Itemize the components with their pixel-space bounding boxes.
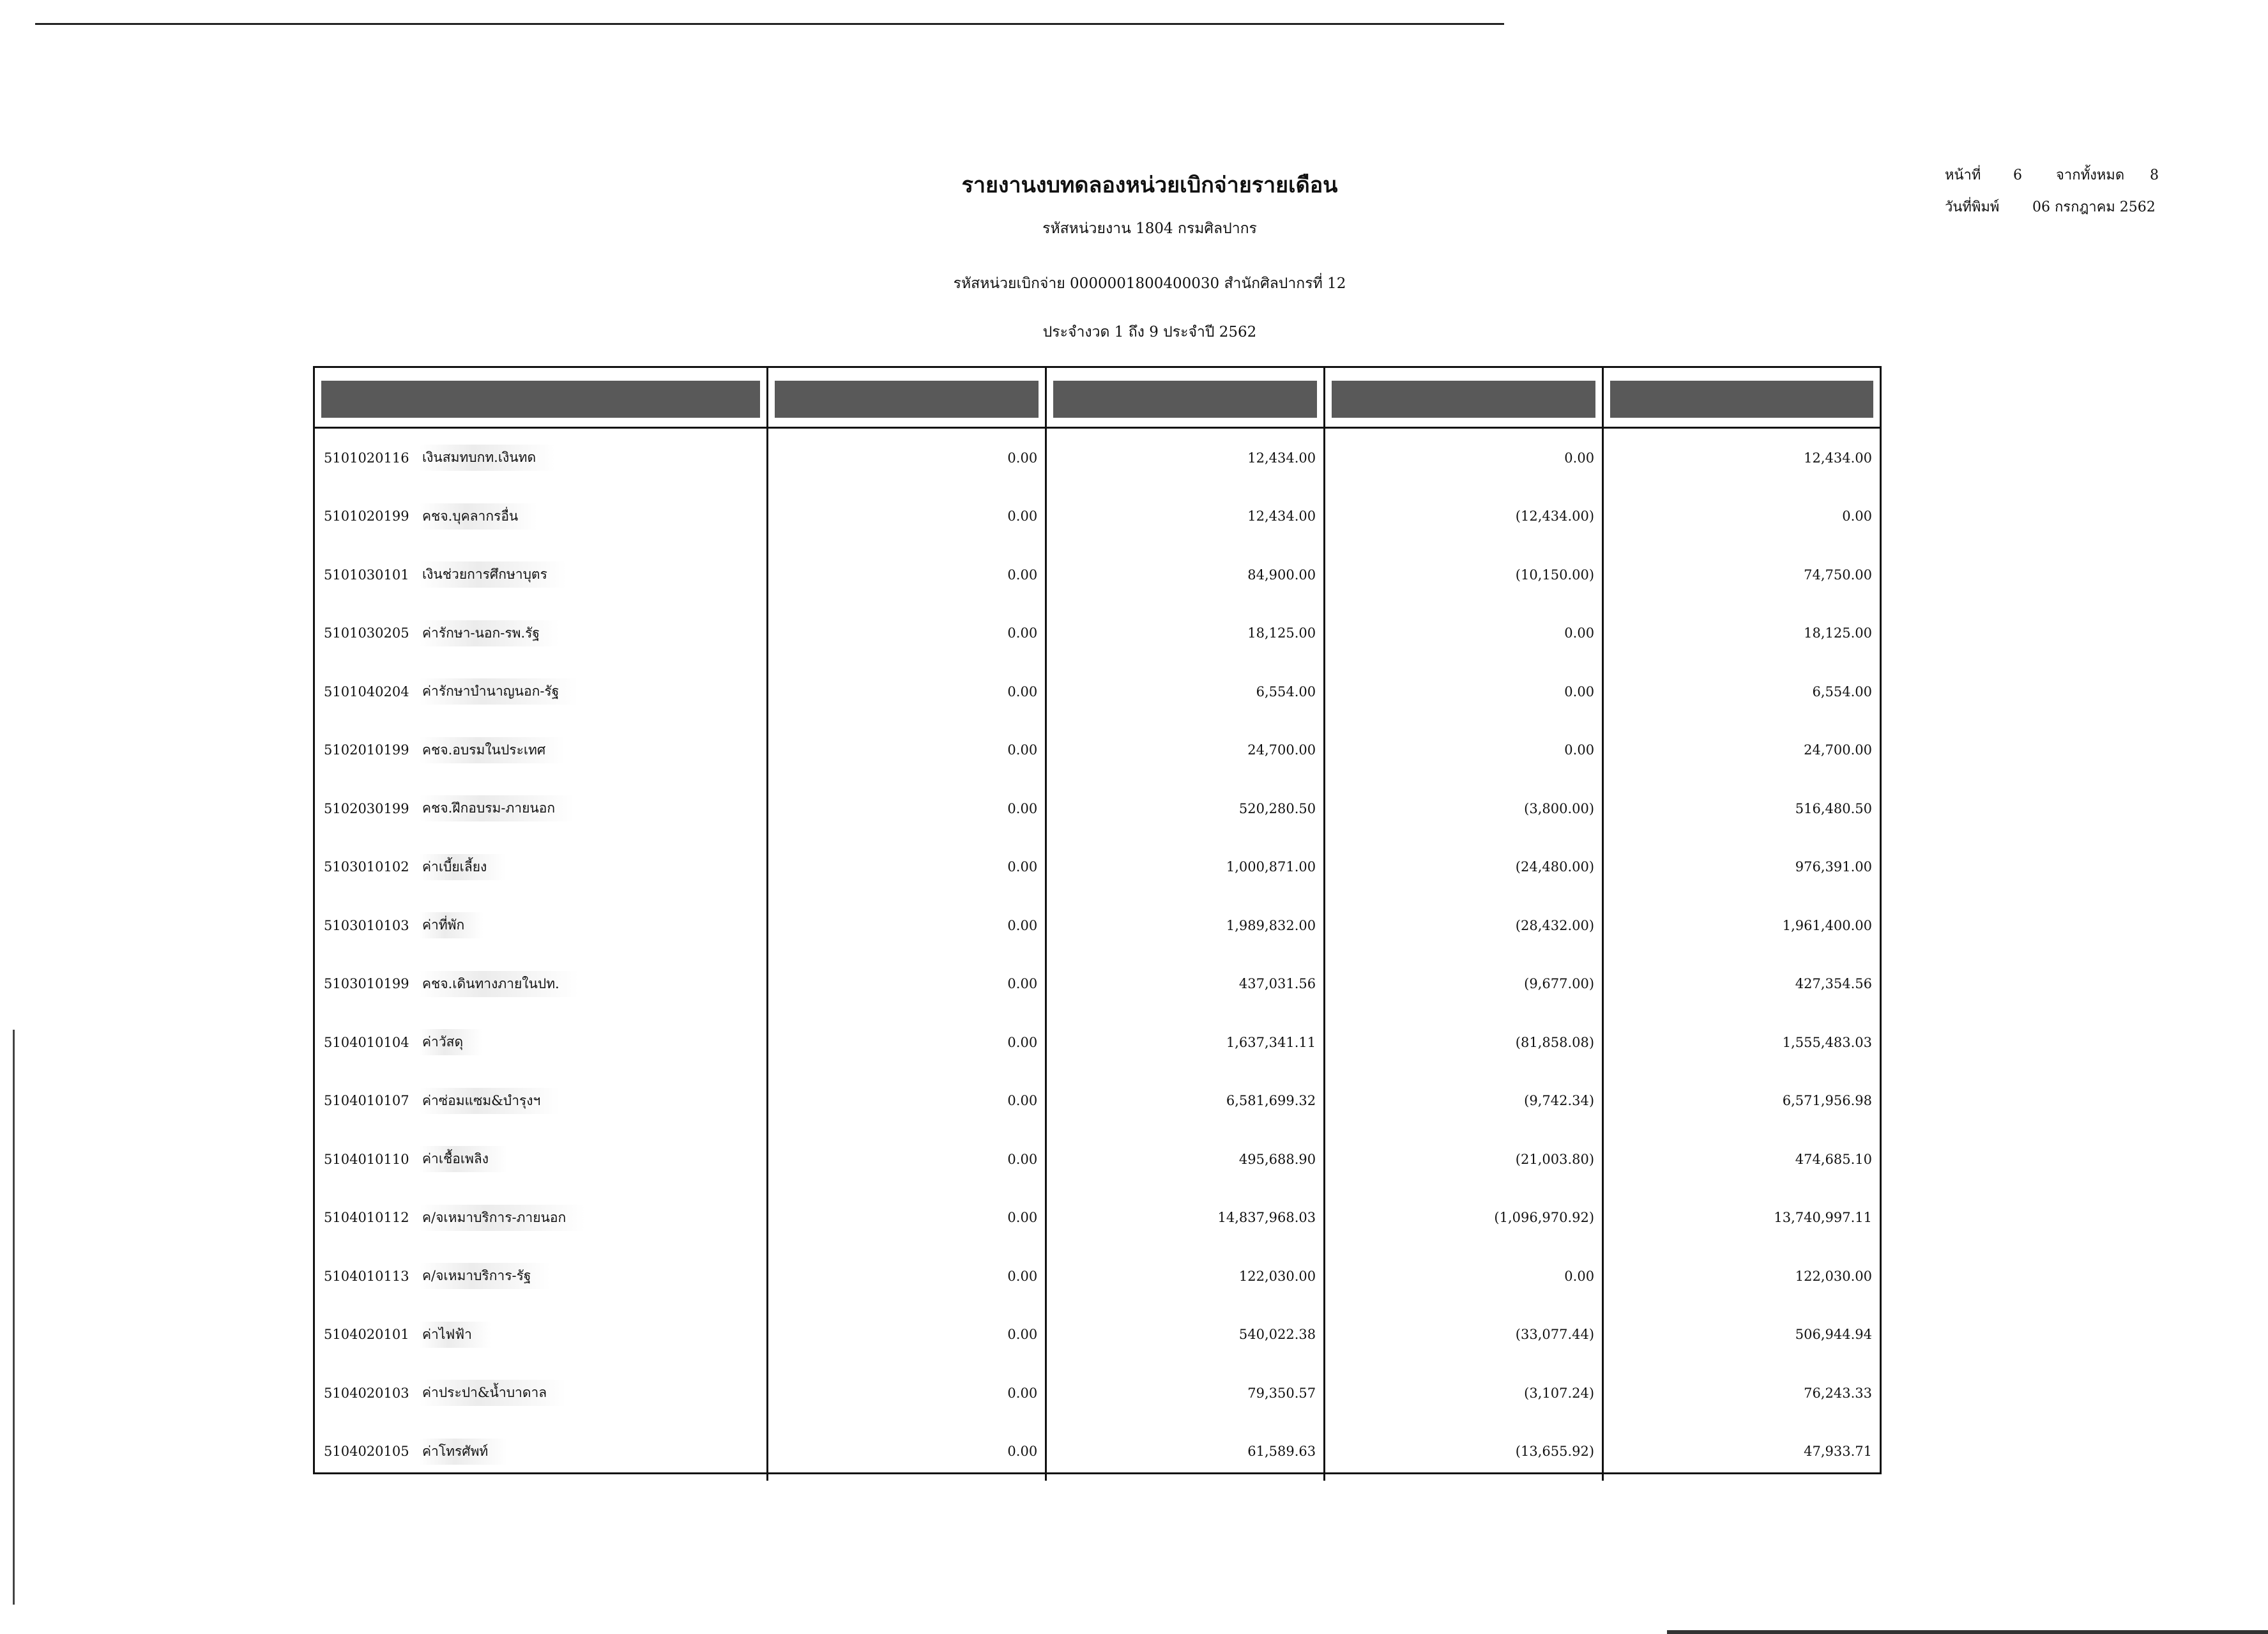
table-row bbox=[315, 896, 1880, 955]
account-name: เงินสมทบกท.เงินทด bbox=[420, 445, 555, 471]
amount-cell-2: 0.00 bbox=[768, 1072, 1047, 1131]
amount-cell-5: 0.00 bbox=[1842, 508, 1872, 524]
account-code: 5101040204 bbox=[324, 683, 409, 699]
table-header bbox=[315, 368, 1880, 429]
header-cell-3 bbox=[1047, 368, 1325, 427]
account-name: ค/จเหมาบริการ-ภายนอก bbox=[420, 1205, 585, 1231]
table-row bbox=[315, 1013, 1880, 1072]
account-name: คชจ.บุคลากรอื่น bbox=[420, 503, 537, 530]
account-name: เงินช่วยการศึกษาบุตร bbox=[420, 561, 567, 588]
account-name: คชจ.เดินทางภายในปท. bbox=[420, 971, 579, 997]
account-cell bbox=[315, 429, 768, 487]
account-name: คชจ.อบรมในประเทศ bbox=[420, 737, 565, 763]
amount-cell-5: 1,961,400.00 bbox=[1782, 917, 1872, 933]
page-label: หน้าที่ bbox=[1945, 167, 1981, 183]
amount-cell-2: 0.00 bbox=[768, 1013, 1047, 1072]
amount-cell-2: 0.00 bbox=[768, 487, 1047, 546]
amount-cell-4: (28,432.00) bbox=[1325, 896, 1604, 955]
amount-cell-4: (9,677.00) bbox=[1325, 955, 1604, 1014]
account-code: 5104010110 bbox=[324, 1151, 409, 1167]
account-cell bbox=[315, 1072, 768, 1131]
page-number: 6 bbox=[2013, 167, 2022, 183]
amount-cell-2: 0.00 bbox=[768, 1130, 1047, 1189]
amount-cell-4: 0.00 bbox=[1325, 662, 1604, 721]
account-code: 5101030101 bbox=[324, 567, 409, 583]
amount-cell-2: 0.00 bbox=[768, 546, 1047, 604]
header-cell-4 bbox=[1325, 368, 1604, 427]
table-row bbox=[315, 1306, 1880, 1364]
account-code: 5103010103 bbox=[324, 917, 409, 933]
account-name: ค่ารักษา-นอก-รพ.รัฐ bbox=[420, 620, 559, 646]
amount-cell-3: 14,837,968.03 bbox=[1047, 1189, 1325, 1248]
account-cell bbox=[315, 1306, 768, 1364]
header-shading bbox=[1610, 381, 1873, 418]
amount-cell-4: (3,107.24) bbox=[1325, 1364, 1604, 1423]
amount-cell-2: 0.00 bbox=[768, 955, 1047, 1014]
page-info bbox=[1945, 160, 2159, 224]
print-date-label: วันที่พิมพ์ bbox=[1945, 199, 2000, 215]
amount-cell-3: 61,589.63 bbox=[1047, 1423, 1325, 1481]
amount-cell-5: 47,933.71 bbox=[1804, 1444, 1872, 1460]
amount-cell-5: 506,944.94 bbox=[1795, 1327, 1872, 1343]
amount-cell-5: 1,555,483.03 bbox=[1782, 1034, 1872, 1050]
amount-cell-4: (9,742.34) bbox=[1325, 1072, 1604, 1131]
account-cell bbox=[315, 546, 768, 604]
account-cell bbox=[315, 487, 768, 546]
table-row bbox=[315, 1072, 1880, 1131]
amount-cell-3: 12,434.00 bbox=[1047, 429, 1325, 487]
table-row bbox=[315, 955, 1880, 1014]
report-header bbox=[703, 167, 1597, 376]
header-cell-account bbox=[315, 368, 768, 427]
amount-cell-3: 540,022.38 bbox=[1047, 1306, 1325, 1364]
amount-cell-2: 0.00 bbox=[768, 838, 1047, 897]
account-cell bbox=[315, 604, 768, 663]
amount-cell-2: 0.00 bbox=[768, 896, 1047, 955]
header-cell-2 bbox=[768, 368, 1047, 427]
amount-cell-4: (33,077.44) bbox=[1325, 1306, 1604, 1364]
table-row bbox=[315, 1130, 1880, 1189]
amount-cell-5: 18,125.00 bbox=[1804, 625, 1872, 641]
amount-cell-5: 6,571,956.98 bbox=[1782, 1093, 1872, 1109]
amount-cell-4: 0.00 bbox=[1325, 604, 1604, 663]
account-cell bbox=[315, 1013, 768, 1072]
table-row bbox=[315, 546, 1880, 604]
total-pages: 8 bbox=[2150, 167, 2159, 183]
table-row bbox=[315, 838, 1880, 897]
amount-cell-2: 0.00 bbox=[768, 1423, 1047, 1481]
table-row bbox=[315, 1189, 1880, 1248]
account-cell bbox=[315, 779, 768, 838]
account-cell bbox=[315, 896, 768, 955]
amount-cell-3: 1,637,341.11 bbox=[1047, 1013, 1325, 1072]
account-name: ค่าที่พัก bbox=[420, 912, 483, 938]
table-row bbox=[315, 1364, 1880, 1423]
amount-cell-4: (10,150.00) bbox=[1325, 546, 1604, 604]
amount-cell-4: 0.00 bbox=[1325, 1247, 1604, 1306]
amount-cell-5: 12,434.00 bbox=[1804, 450, 1872, 466]
amount-cell-3: 6,554.00 bbox=[1047, 662, 1325, 721]
amount-cell-4: (21,003.80) bbox=[1325, 1130, 1604, 1189]
disbursing-unit-line: รหัสหน่วยเบิกจ่าย 0000001800400030 สำนักศิลปากรที่ 12 bbox=[953, 275, 1346, 292]
amount-cell-3: 520,280.50 bbox=[1047, 779, 1325, 838]
amount-cell-5: 74,750.00 bbox=[1804, 567, 1872, 583]
account-code: 5102010199 bbox=[324, 742, 409, 758]
account-code: 5104010112 bbox=[324, 1210, 409, 1226]
amount-cell-2: 0.00 bbox=[768, 779, 1047, 838]
amount-cell-3: 24,700.00 bbox=[1047, 721, 1325, 780]
amount-cell-3: 84,900.00 bbox=[1047, 546, 1325, 604]
amount-cell-5: 427,354.56 bbox=[1795, 976, 1872, 992]
header-cell-5 bbox=[1604, 368, 1880, 427]
account-code: 5103010199 bbox=[324, 976, 409, 992]
amount-cell-4: (81,858.08) bbox=[1325, 1013, 1604, 1072]
account-name: ค่าโทรศัพท์ bbox=[420, 1439, 507, 1465]
amount-cell-3: 12,434.00 bbox=[1047, 487, 1325, 546]
amount-cell-3: 1,989,832.00 bbox=[1047, 896, 1325, 955]
account-code: 5101030205 bbox=[324, 625, 409, 641]
account-name: ค่าประปา&น้ำบาดาล bbox=[420, 1380, 566, 1406]
table-row bbox=[315, 604, 1880, 663]
header-shading bbox=[1053, 381, 1317, 418]
account-name: ค่าซ่อมแซม&บำรุงฯ bbox=[420, 1088, 559, 1114]
account-cell bbox=[315, 1423, 768, 1481]
amount-cell-5: 474,685.10 bbox=[1795, 1151, 1872, 1167]
account-cell bbox=[315, 1130, 768, 1189]
amount-cell-3: 122,030.00 bbox=[1047, 1247, 1325, 1306]
account-name: ค่าไฟฟ้า bbox=[420, 1322, 491, 1348]
header-shading bbox=[1332, 381, 1595, 418]
account-code: 5104010107 bbox=[324, 1093, 409, 1109]
amount-cell-5: 516,480.50 bbox=[1795, 800, 1872, 816]
amount-cell-5: 6,554.00 bbox=[1812, 683, 1872, 699]
table-row bbox=[315, 1247, 1880, 1306]
account-code: 5104010113 bbox=[324, 1268, 409, 1284]
amount-cell-5: 122,030.00 bbox=[1795, 1268, 1872, 1284]
amount-cell-2: 0.00 bbox=[768, 1247, 1047, 1306]
amount-cell-4: (12,434.00) bbox=[1325, 487, 1604, 546]
amount-cell-5: 24,700.00 bbox=[1804, 742, 1872, 758]
account-cell bbox=[315, 955, 768, 1014]
total-label: จากทั้งหมด bbox=[2056, 167, 2125, 183]
account-code: 5101020199 bbox=[324, 508, 409, 524]
account-code: 5103010102 bbox=[324, 859, 409, 875]
amount-cell-5: 76,243.33 bbox=[1804, 1385, 1872, 1401]
print-date: 06 กรกฎาคม 2562 bbox=[2032, 199, 2156, 215]
amount-cell-5: 13,740,997.11 bbox=[1774, 1210, 1872, 1226]
account-name: ค/จเหมาบริการ-รัฐ bbox=[420, 1263, 550, 1289]
unit-line: รหัสหน่วยงาน 1804 กรมศิลปากร bbox=[1042, 220, 1257, 237]
amount-cell-4: (1,096,970.92) bbox=[1325, 1189, 1604, 1248]
amount-cell-2: 0.00 bbox=[768, 1189, 1047, 1248]
trial-balance-table bbox=[313, 366, 1882, 1474]
account-name: คชจ.ฝึกอบรม-ภายนอก bbox=[420, 795, 574, 821]
amount-cell-3: 1,000,871.00 bbox=[1047, 838, 1325, 897]
account-cell bbox=[315, 1247, 768, 1306]
account-name: ค่าวัสดุ bbox=[420, 1029, 482, 1055]
account-code: 5104020105 bbox=[324, 1444, 409, 1460]
account-name: ค่ารักษาบำนาญนอก-รัฐ bbox=[420, 678, 578, 705]
account-cell bbox=[315, 838, 768, 897]
amount-cell-2: 0.00 bbox=[768, 429, 1047, 487]
account-code: 5101020116 bbox=[324, 450, 409, 466]
amount-cell-3: 6,581,699.32 bbox=[1047, 1072, 1325, 1131]
amount-cell-4: (24,480.00) bbox=[1325, 838, 1604, 897]
table-row bbox=[315, 721, 1880, 780]
amount-cell-4: (3,800.00) bbox=[1325, 779, 1604, 838]
amount-cell-2: 0.00 bbox=[768, 1364, 1047, 1423]
amount-cell-3: 437,031.56 bbox=[1047, 955, 1325, 1014]
table-row bbox=[315, 487, 1880, 546]
account-cell bbox=[315, 721, 768, 780]
table-row bbox=[315, 429, 1880, 487]
account-code: 5102030199 bbox=[324, 800, 409, 816]
account-cell bbox=[315, 1364, 768, 1423]
table-row bbox=[315, 779, 1880, 838]
period-line: ประจำงวด 1 ถึง 9 ประจำปี 2562 bbox=[1042, 324, 1257, 340]
top-rule bbox=[35, 23, 1504, 25]
table-row bbox=[315, 662, 1880, 721]
amount-cell-2: 0.00 bbox=[768, 662, 1047, 721]
amount-cell-2: 0.00 bbox=[768, 721, 1047, 780]
header-shading bbox=[321, 381, 760, 418]
account-name: ค่าเบี้ยเลี้ยง bbox=[420, 854, 506, 880]
amount-cell-2: 0.00 bbox=[768, 604, 1047, 663]
account-code: 5104010104 bbox=[324, 1034, 409, 1050]
account-code: 5104020101 bbox=[324, 1327, 409, 1343]
report-title: รายงานงบทดลองหน่วยเบิกจ่ายรายเดือน bbox=[961, 172, 1338, 198]
amount-cell-2: 0.00 bbox=[768, 1306, 1047, 1364]
amount-cell-4: (13,655.92) bbox=[1325, 1423, 1604, 1481]
account-code: 5104020103 bbox=[324, 1385, 409, 1401]
header-shading bbox=[775, 381, 1039, 418]
amount-cell-3: 79,350.57 bbox=[1047, 1364, 1325, 1423]
amount-cell-3: 495,688.90 bbox=[1047, 1130, 1325, 1189]
account-name: ค่าเชื้อเพลิง bbox=[420, 1146, 508, 1172]
amount-cell-5: 976,391.00 bbox=[1795, 859, 1872, 875]
table-row bbox=[315, 1423, 1880, 1481]
left-scan-edge bbox=[13, 1030, 15, 1605]
account-cell bbox=[315, 662, 768, 721]
amount-cell-3: 18,125.00 bbox=[1047, 604, 1325, 663]
amount-cell-4: 0.00 bbox=[1325, 429, 1604, 487]
table-body bbox=[315, 429, 1880, 1481]
amount-cell-4: 0.00 bbox=[1325, 721, 1604, 780]
bottom-rule bbox=[1667, 1630, 2268, 1634]
account-cell bbox=[315, 1189, 768, 1248]
